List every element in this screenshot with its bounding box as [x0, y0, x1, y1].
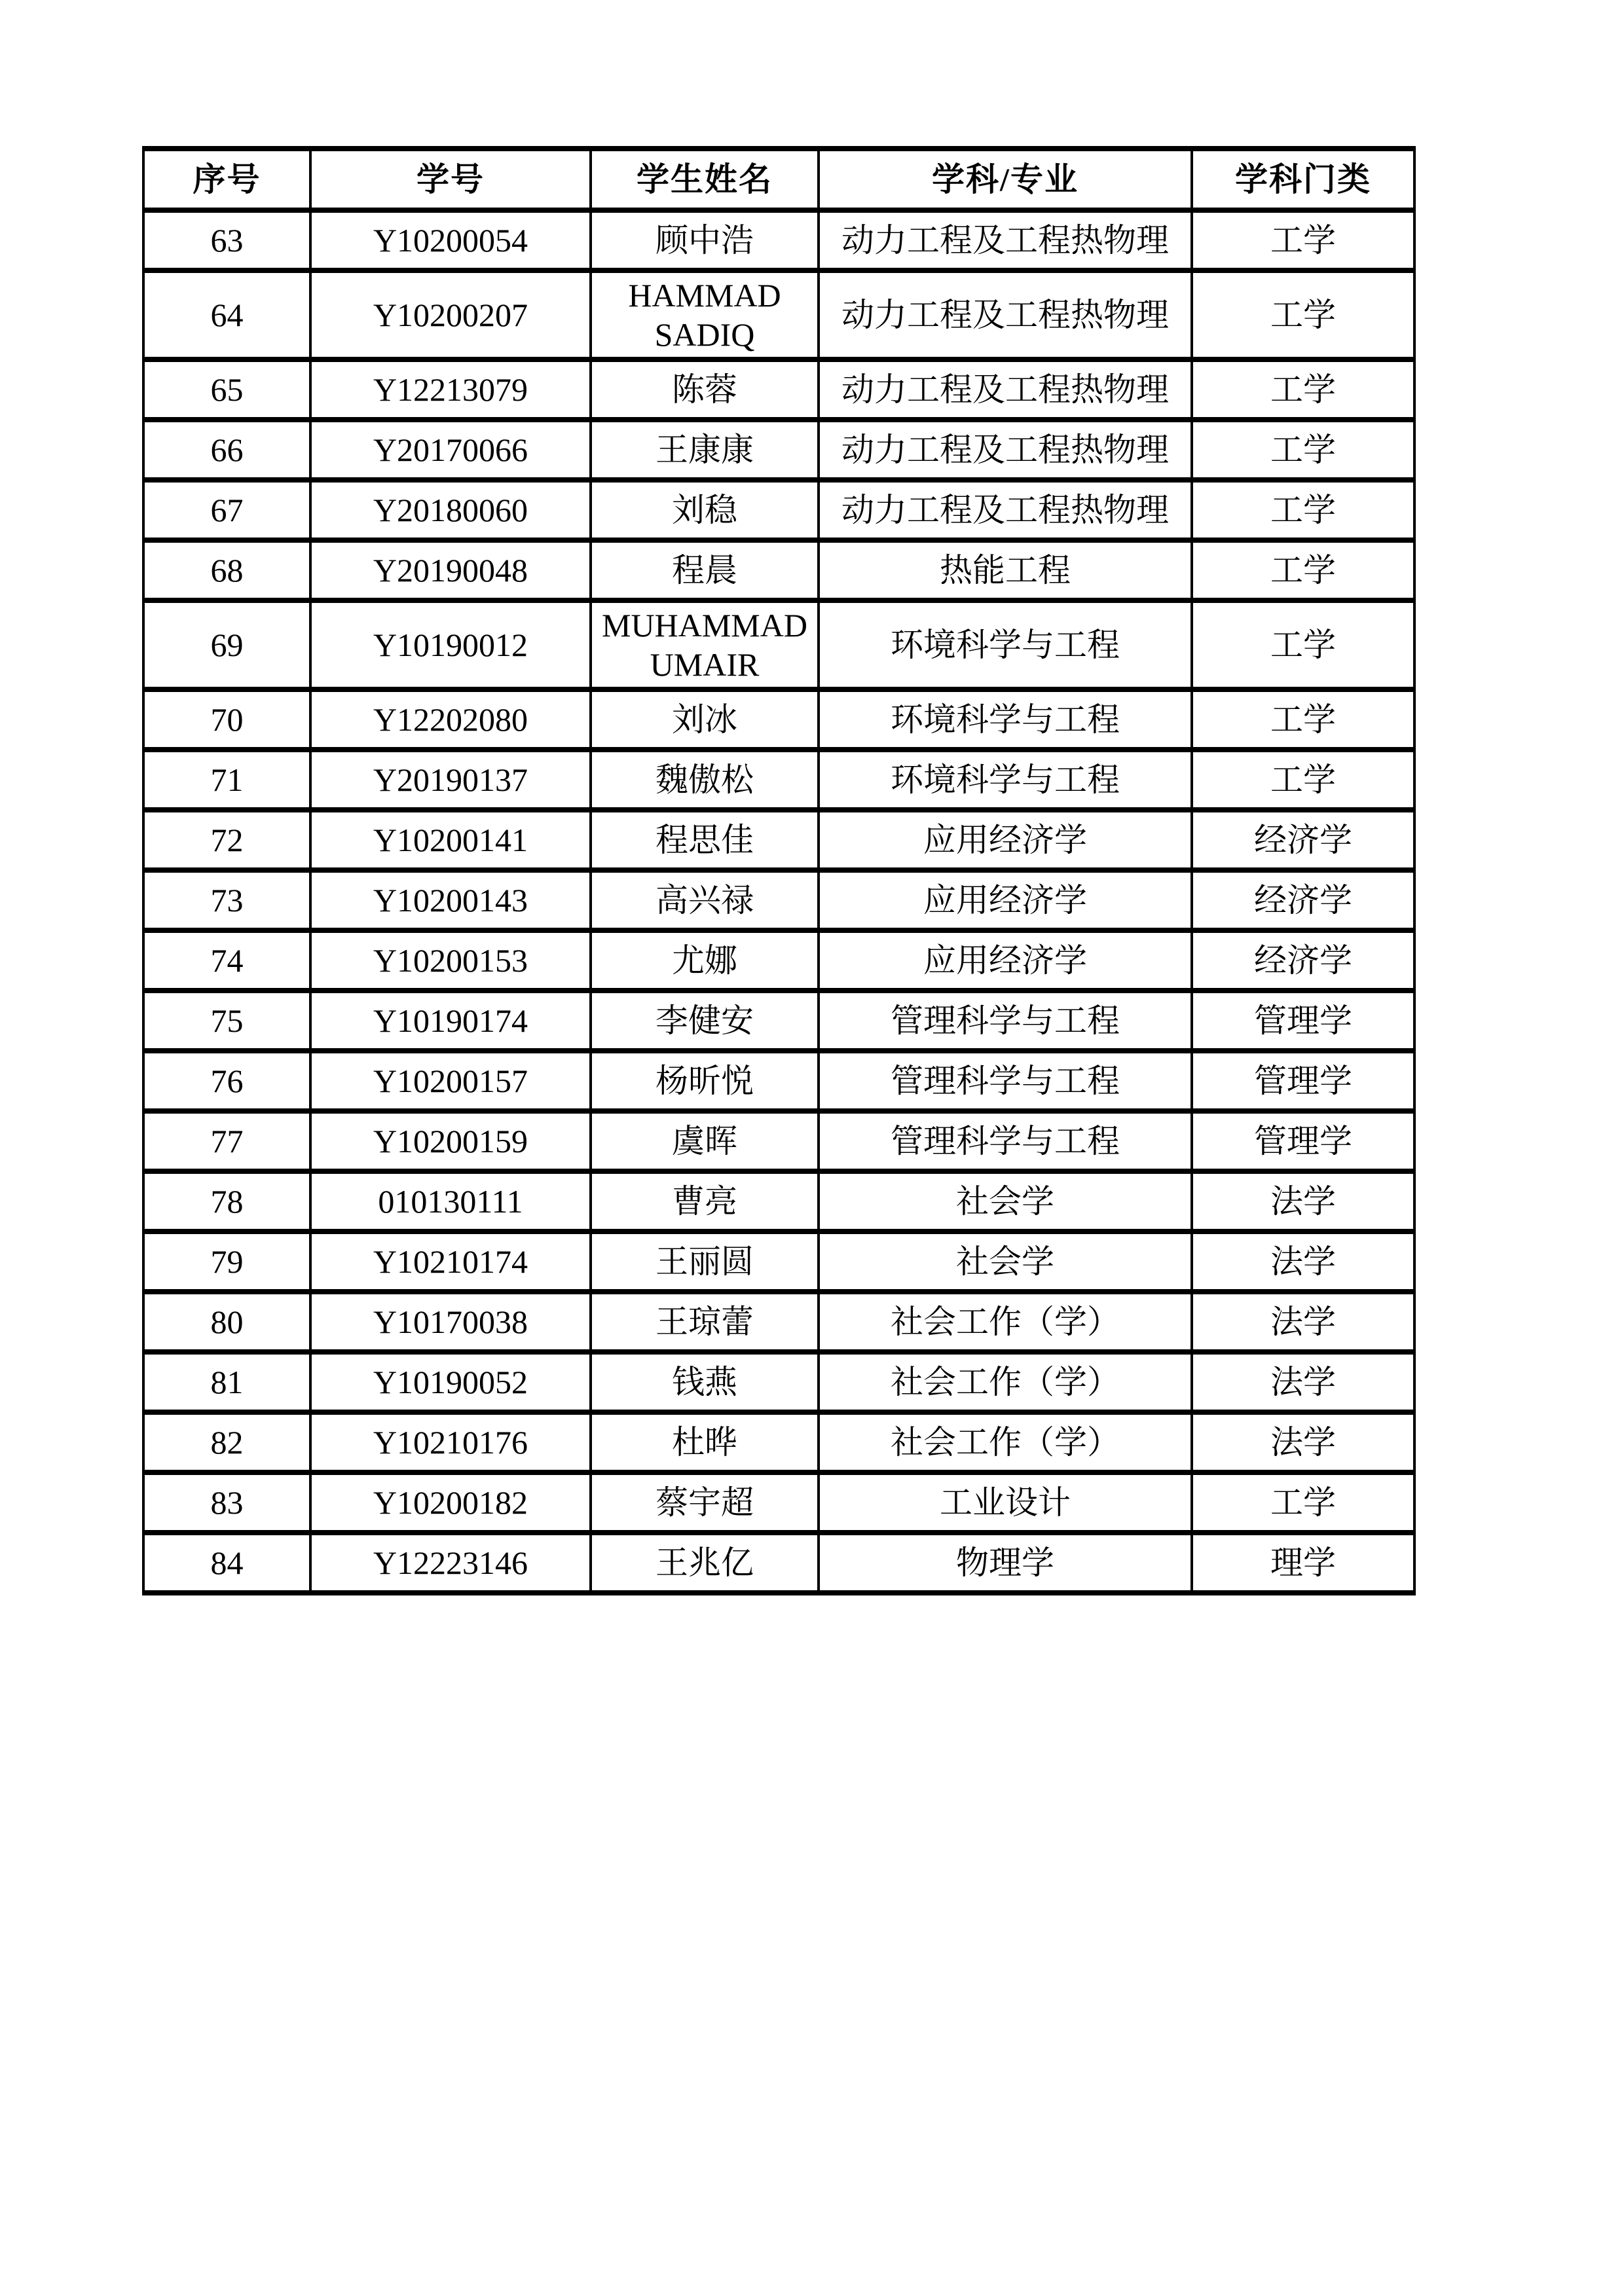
cell-student-id: Y12223146	[310, 1533, 591, 1593]
table-row	[143, 600, 1414, 689]
cell-student-id: Y10190174	[310, 991, 591, 1051]
cell-student-name: 王丽圆	[591, 1231, 819, 1292]
cell-student-name: 蔡宇超	[591, 1472, 819, 1533]
student-roster-table	[142, 146, 1416, 1595]
cell-major: 动力工程及工程热物理	[819, 210, 1192, 270]
cell-index: 83	[143, 1472, 310, 1533]
cell-discipline-category: 工学	[1192, 210, 1414, 270]
cell-student-name: 顾中浩	[591, 210, 819, 270]
cell-student-name: 刘稳	[591, 480, 819, 540]
cell-index: 67	[143, 480, 310, 540]
table-row	[143, 750, 1414, 810]
table-row	[143, 210, 1414, 270]
cell-student-name: 钱燕	[591, 1352, 819, 1412]
header-cell-index: 序号	[143, 149, 310, 210]
cell-index: 70	[143, 689, 310, 750]
cell-discipline-category: 法学	[1192, 1292, 1414, 1352]
cell-student-id: Y10200141	[310, 810, 591, 870]
cell-discipline-category: 工学	[1192, 270, 1414, 359]
table-header	[143, 149, 1414, 210]
cell-major: 工业设计	[819, 1472, 1192, 1533]
table-row	[143, 810, 1414, 870]
cell-student-name: 尤娜	[591, 930, 819, 991]
cell-student-name: HAMMAD SADIQ	[591, 270, 819, 359]
cell-major: 热能工程	[819, 540, 1192, 600]
cell-major: 动力工程及工程热物理	[819, 480, 1192, 540]
cell-major: 管理科学与工程	[819, 1111, 1192, 1171]
cell-discipline-category: 工学	[1192, 1472, 1414, 1533]
cell-index: 82	[143, 1412, 310, 1472]
cell-major: 管理科学与工程	[819, 991, 1192, 1051]
cell-major: 社会工作（学）	[819, 1292, 1192, 1352]
cell-discipline-category: 管理学	[1192, 1051, 1414, 1111]
header-cell-major: 学科/专业	[819, 149, 1192, 210]
cell-major: 应用经济学	[819, 810, 1192, 870]
cell-student-name: 高兴禄	[591, 870, 819, 930]
cell-student-name: 虞晖	[591, 1111, 819, 1171]
cell-discipline-category: 工学	[1192, 359, 1414, 420]
cell-student-id: Y20170066	[310, 420, 591, 480]
cell-index: 72	[143, 810, 310, 870]
table-row	[143, 930, 1414, 991]
cell-student-name: 魏傲松	[591, 750, 819, 810]
cell-student-id: Y20190137	[310, 750, 591, 810]
cell-major: 动力工程及工程热物理	[819, 270, 1192, 359]
table-row	[143, 1231, 1414, 1292]
cell-student-name: MUHAMMAD UMAIR	[591, 600, 819, 689]
cell-discipline-category: 工学	[1192, 480, 1414, 540]
cell-discipline-category: 经济学	[1192, 870, 1414, 930]
cell-discipline-category: 管理学	[1192, 991, 1414, 1051]
cell-major: 物理学	[819, 1533, 1192, 1593]
cell-major: 应用经济学	[819, 870, 1192, 930]
cell-student-id: Y10190012	[310, 600, 591, 689]
cell-student-id: Y10190052	[310, 1352, 591, 1412]
cell-index: 65	[143, 359, 310, 420]
cell-major: 动力工程及工程热物理	[819, 420, 1192, 480]
cell-index: 71	[143, 750, 310, 810]
cell-student-id: 010130111	[310, 1171, 591, 1231]
cell-discipline-category: 经济学	[1192, 930, 1414, 991]
cell-index: 66	[143, 420, 310, 480]
table-row	[143, 1352, 1414, 1412]
table-row	[143, 359, 1414, 420]
cell-discipline-category: 法学	[1192, 1412, 1414, 1472]
cell-index: 76	[143, 1051, 310, 1111]
cell-student-name: 王康康	[591, 420, 819, 480]
cell-student-id: Y20180060	[310, 480, 591, 540]
cell-discipline-category: 工学	[1192, 540, 1414, 600]
cell-index: 78	[143, 1171, 310, 1231]
cell-student-name: 程晨	[591, 540, 819, 600]
cell-major: 环境科学与工程	[819, 600, 1192, 689]
cell-student-id: Y10200159	[310, 1111, 591, 1171]
table-body	[143, 210, 1414, 1593]
cell-major: 管理科学与工程	[819, 1051, 1192, 1111]
cell-student-id: Y12202080	[310, 689, 591, 750]
cell-index: 75	[143, 991, 310, 1051]
header-cell-student-id: 学号	[310, 149, 591, 210]
cell-index: 84	[143, 1533, 310, 1593]
cell-discipline-category: 理学	[1192, 1533, 1414, 1593]
cell-discipline-category: 法学	[1192, 1171, 1414, 1231]
cell-discipline-category: 工学	[1192, 420, 1414, 480]
cell-index: 73	[143, 870, 310, 930]
cell-student-id: Y12213079	[310, 359, 591, 420]
cell-student-name: 李健安	[591, 991, 819, 1051]
cell-discipline-category: 工学	[1192, 600, 1414, 689]
table-row	[143, 1111, 1414, 1171]
header-cell-discipline-category: 学科门类	[1192, 149, 1414, 210]
cell-student-id: Y10210176	[310, 1412, 591, 1472]
cell-student-name: 王兆亿	[591, 1533, 819, 1593]
cell-major: 社会工作（学）	[819, 1352, 1192, 1412]
cell-index: 79	[143, 1231, 310, 1292]
cell-major: 社会学	[819, 1171, 1192, 1231]
cell-index: 81	[143, 1352, 310, 1412]
cell-discipline-category: 工学	[1192, 750, 1414, 810]
cell-major: 社会学	[819, 1231, 1192, 1292]
table-row	[143, 1051, 1414, 1111]
cell-discipline-category: 管理学	[1192, 1111, 1414, 1171]
cell-student-id: Y10200207	[310, 270, 591, 359]
cell-student-name: 杨昕悦	[591, 1051, 819, 1111]
cell-student-name: 刘冰	[591, 689, 819, 750]
cell-student-id: Y10200143	[310, 870, 591, 930]
cell-discipline-category: 经济学	[1192, 810, 1414, 870]
cell-student-id: Y10200157	[310, 1051, 591, 1111]
cell-student-id: Y20190048	[310, 540, 591, 600]
table-row	[143, 1292, 1414, 1352]
cell-student-name: 杜晔	[591, 1412, 819, 1472]
cell-student-name: 曹亮	[591, 1171, 819, 1231]
table-row	[143, 870, 1414, 930]
cell-student-id: Y10200054	[310, 210, 591, 270]
cell-student-id: Y10200182	[310, 1472, 591, 1533]
cell-student-id: Y10170038	[310, 1292, 591, 1352]
table-row	[143, 1472, 1414, 1533]
cell-index: 69	[143, 600, 310, 689]
cell-major: 社会工作（学）	[819, 1412, 1192, 1472]
cell-student-name: 程思佳	[591, 810, 819, 870]
table-row	[143, 270, 1414, 359]
cell-index: 63	[143, 210, 310, 270]
cell-index: 74	[143, 930, 310, 991]
cell-student-name: 陈蓉	[591, 359, 819, 420]
table-row	[143, 1533, 1414, 1593]
cell-index: 68	[143, 540, 310, 600]
cell-discipline-category: 法学	[1192, 1231, 1414, 1292]
cell-major: 环境科学与工程	[819, 689, 1192, 750]
cell-student-name: 王琼蕾	[591, 1292, 819, 1352]
cell-major: 应用经济学	[819, 930, 1192, 991]
cell-major: 环境科学与工程	[819, 750, 1192, 810]
cell-student-id: Y10210174	[310, 1231, 591, 1292]
cell-index: 64	[143, 270, 310, 359]
cell-index: 77	[143, 1111, 310, 1171]
table-header-row	[143, 149, 1414, 210]
table-row	[143, 1171, 1414, 1231]
cell-index: 80	[143, 1292, 310, 1352]
cell-student-id: Y10200153	[310, 930, 591, 991]
table-row	[143, 540, 1414, 600]
header-cell-student-name: 学生姓名	[591, 149, 819, 210]
table-row	[143, 1412, 1414, 1472]
cell-discipline-category: 工学	[1192, 689, 1414, 750]
cell-discipline-category: 法学	[1192, 1352, 1414, 1412]
table-row	[143, 991, 1414, 1051]
cell-major: 动力工程及工程热物理	[819, 359, 1192, 420]
table-row	[143, 420, 1414, 480]
table-row	[143, 689, 1414, 750]
table-row	[143, 480, 1414, 540]
